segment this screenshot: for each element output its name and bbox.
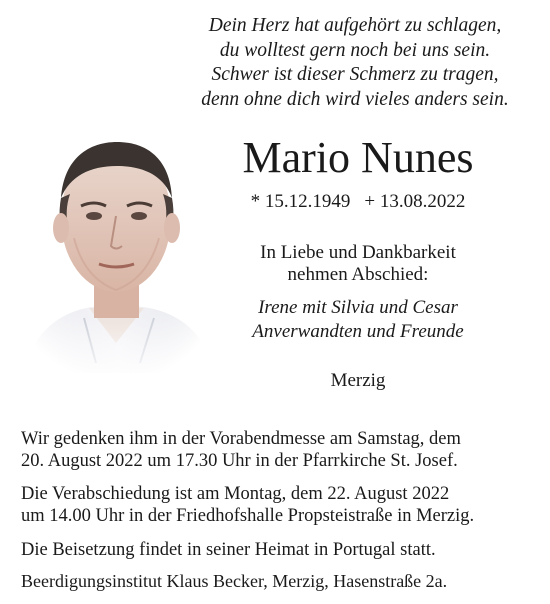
death-date: + 13.08.2022: [364, 191, 466, 212]
poem-line: Schwer ist dieser Schmerz zu tragen,: [211, 64, 499, 85]
notice-line: Die Beisetzung findet in seiner Heimat in Portugal statt.: [21, 540, 436, 560]
mourners-line: Anverwandten und Freunde: [252, 321, 464, 342]
notice-line: Wir gedenken ihm in der Vorabendmesse am Samstag, dem: [21, 429, 461, 449]
farewell-line: In Liebe und Dankbarkeit: [260, 242, 456, 263]
farewell-line: nehmen Abschied:: [287, 264, 429, 285]
notice-line: 20. August 2022 um 17.30 Uhr in der Pfarrkirche St. Josef.: [21, 451, 458, 471]
place-name: Merzig: [330, 370, 386, 391]
burial-notice: [21, 539, 536, 561]
farewell-service-notice: [21, 483, 536, 527]
notice-line: Beerdigungsinstitut Klaus Becker, Merzig, Hasenstraße 2a.: [21, 571, 448, 591]
poem-line: Dein Herz hat aufgehört zu schlagen,: [208, 15, 502, 36]
notice-line: um 14.00 Uhr in der Friedhofshalle Propsteistraße in Merzig.: [21, 506, 475, 526]
life-dates: [208, 191, 508, 213]
poem-line: du wolltest gern noch bei uns sein.: [219, 39, 491, 61]
mass-notice: [21, 428, 536, 472]
undertaker-notice: [21, 570, 536, 592]
notice-line: Die Verabschiedung ist am Montag, dem 22. August 2022: [21, 484, 450, 504]
memorial-poem: [170, 14, 540, 112]
birth-date: * 15.12.1949: [250, 191, 351, 212]
farewell-statement: [208, 242, 508, 286]
deceased-name: Mario Nunes: [242, 133, 474, 182]
poem-line: denn ohne dich wird vieles anders sein.: [201, 88, 509, 110]
mourners-list: [208, 296, 508, 344]
portrait-photo: [14, 118, 219, 373]
mourners-line: Irene mit Silvia und Cesar: [258, 297, 458, 318]
